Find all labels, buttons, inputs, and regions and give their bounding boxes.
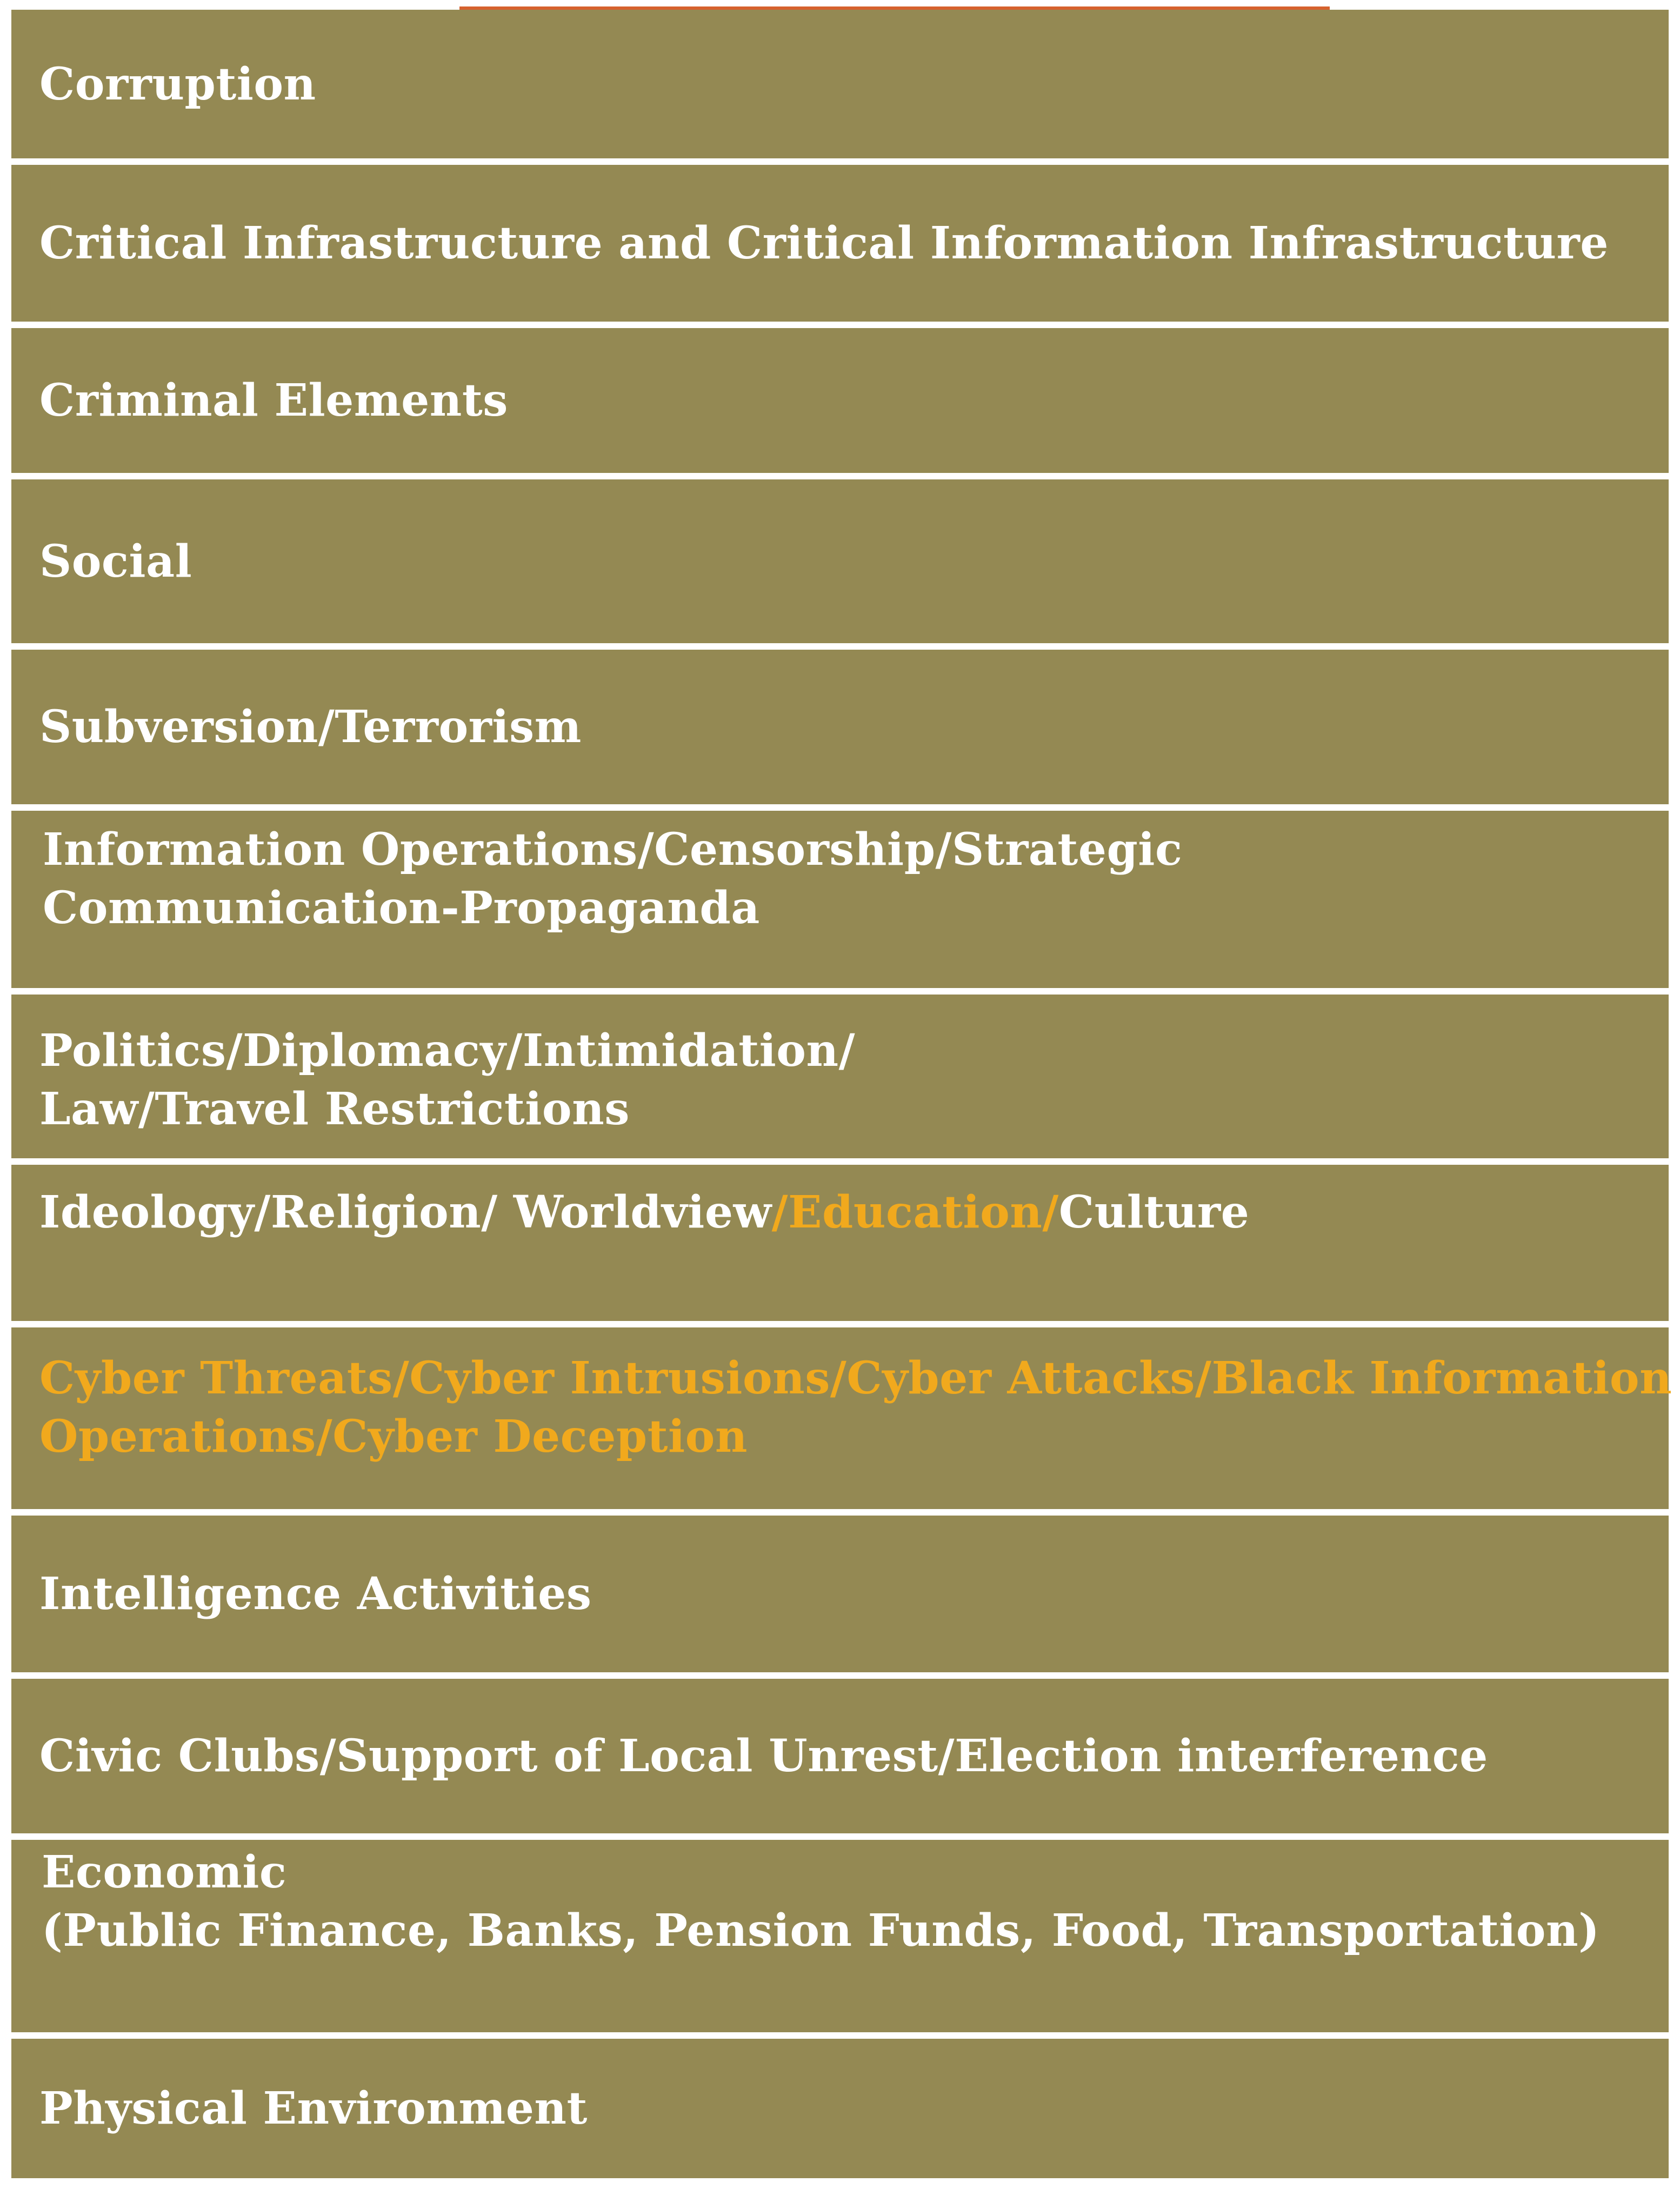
row-label: Corruption [39,58,316,110]
row-label: Physical Environment [39,2083,588,2134]
row-civic-clubs [11,1679,1669,1833]
row-label-line-2: Law/Travel Restrictions [39,1083,630,1135]
row-label: Civic Clubs/Support of Local Unrest/Election interference [39,1730,1488,1782]
row-label-line-1: Politics/Diplomacy/Intimidation/ [39,1025,856,1077]
row-label-part-1: Ideology/Religion/ Worldview [39,1186,772,1238]
row-label: Critical Infrastructure and Critical Information Infrastructure [39,217,1609,269]
factor-stack [11,10,1672,2178]
row-label [39,1183,1249,1242]
row-physical-environment [11,2039,1669,2178]
row-label-highlight-education: /Education/ [771,1186,1059,1238]
row-label: Social [39,535,192,588]
row-corruption [11,10,1669,158]
row-label: Criminal Elements [39,375,508,426]
row-social [11,479,1669,643]
row-label-line-2: Communication-Propaganda [43,882,760,934]
row-criminal-elements [11,328,1669,473]
row-label-line-2: (Public Finance, Banks, Pension Funds, Food, Transportation) [42,1905,1600,1957]
row-label: Intelligence Activities [39,1568,592,1620]
row-politics-diplomacy [11,995,1669,1158]
row-label-line-1: Economic [42,1846,287,1898]
row-label: Subversion/Terrorism [39,701,582,753]
row-economic [11,1840,1669,2032]
row-label-line-1: Cyber Threats/Cyber Intrusions/Cyber Attacks/Black Information [39,1352,1672,1404]
row-critical-infrastructure [11,165,1669,322]
row-ideology-religion [11,1165,1669,1321]
row-information-operations [11,811,1669,988]
row-label-part-3: Culture [1058,1186,1250,1238]
row-label-line-1: Information Operations/Censorship/Strategic [43,824,1183,876]
row-subversion-terrorism [11,650,1669,804]
row-label-line-2: Operations/Cyber Deception [39,1411,748,1463]
row-intelligence-activities [11,1516,1669,1672]
row-cyber-threats [11,1327,1672,1509]
